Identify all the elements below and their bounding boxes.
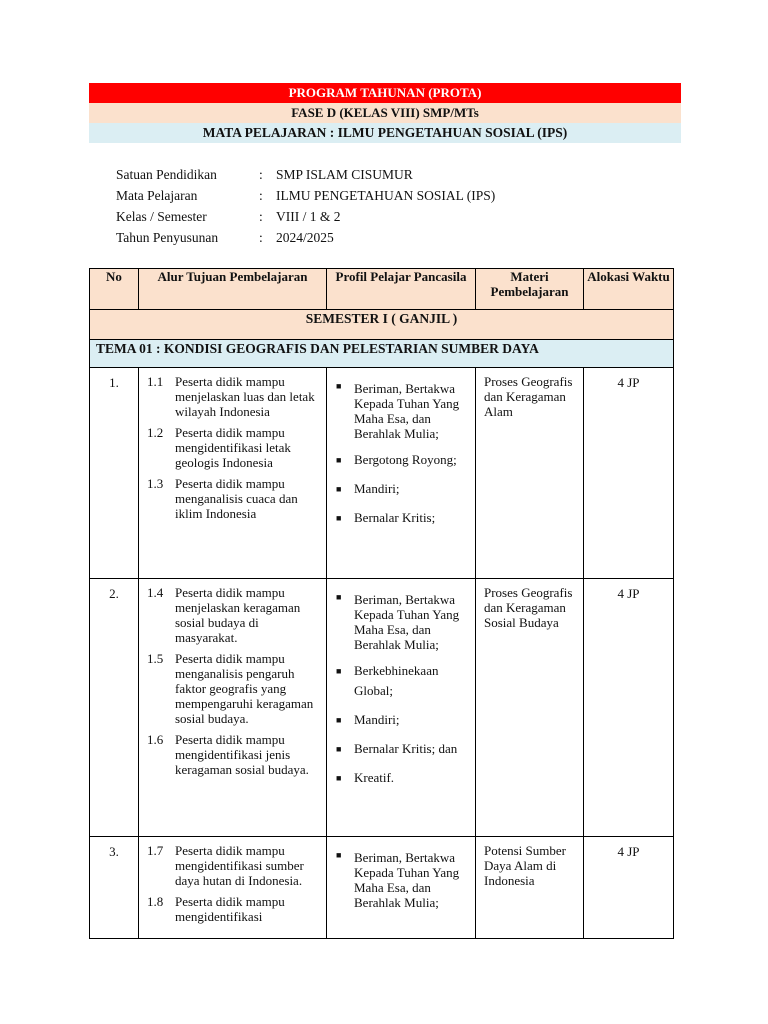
bullet-icon: ■ <box>336 455 342 465</box>
profil-text: Beriman, Bertakwa Kepada Tuhan Yang Maha Esa, dan Berahlak Mulia; <box>354 850 460 910</box>
info-label: Satuan Pendidikan <box>116 167 217 182</box>
materi-cell: Proses Geografis dan Keragaman Sosial Budaya <box>476 579 584 837</box>
objective-item <box>147 585 322 645</box>
info-value: SMP ISLAM CISUMUR <box>276 167 413 182</box>
profil-item <box>336 479 471 499</box>
objective-item <box>147 425 322 470</box>
objective-item <box>147 374 322 419</box>
objective-text: Peserta didik mampu mengidentifikasi <box>175 894 285 924</box>
header-profil: Profil Pelajar Pancasila <box>327 269 476 310</box>
bullet-icon: ■ <box>336 666 342 676</box>
profil-text: Beriman, Bertakwa Kepada Tuhan Yang Maha Esa, dan Berahlak Mulia; <box>354 592 460 652</box>
objective-text: Peserta didik mampu mengidentifikasi letak geologis Indonesia <box>175 425 291 470</box>
table-row <box>90 368 674 579</box>
objective-item <box>147 894 322 924</box>
row-number: 1. <box>90 368 139 579</box>
objective-number: 1.8 <box>147 894 164 909</box>
info-value: VIII / 1 & 2 <box>276 209 341 224</box>
table-row <box>90 579 674 837</box>
profil-cell <box>327 368 476 579</box>
profil-item <box>336 376 471 441</box>
alokasi-cell: 4 JP <box>584 368 674 579</box>
objective-text: Peserta didik mampu mengidentifikasi sumber daya hutan di Indonesia. <box>175 843 304 888</box>
objective-item <box>147 651 322 726</box>
bullet-icon: ■ <box>336 513 342 523</box>
profil-item <box>336 768 471 788</box>
profil-text: Bergotong Royong; <box>354 452 457 467</box>
objective-number: 1.7 <box>147 843 164 858</box>
objective-text: Peserta didik mampu menganalisis cuaca dan iklim Indonesia <box>175 476 298 521</box>
info-value: ILMU PENGETAHUAN SOSIAL (IPS) <box>276 188 496 203</box>
materi-cell: Proses Geografis dan Keragaman Alam <box>476 368 584 579</box>
row-number: 3. <box>90 837 139 939</box>
semester-row <box>90 310 674 340</box>
bullet-icon: ■ <box>336 592 342 602</box>
subject-title: MATA PELAJARAN : ILMU PENGETAHUAN SOSIAL (IPS) <box>89 123 681 143</box>
prota-table <box>89 268 674 939</box>
bullet-icon: ■ <box>336 744 342 754</box>
profil-item <box>336 845 471 910</box>
table-header-row <box>90 269 674 310</box>
info-colon: : <box>259 167 263 182</box>
alokasi-cell: 4 JP <box>584 837 674 939</box>
info-value: 2024/2025 <box>276 230 334 245</box>
info-label: Kelas / Semester <box>116 209 207 224</box>
profil-text: Kreatif. <box>354 770 395 785</box>
tema-label: TEMA 01 : KONDISI GEOGRAFIS DAN PELESTARIAN SUMBER DAYA <box>90 340 674 368</box>
info-row <box>116 206 495 227</box>
bullet-icon: ■ <box>336 484 342 494</box>
objective-item <box>147 476 322 521</box>
objective-text: Peserta didik mampu menjelaskan keragaman sosial budaya di masyarakat. <box>175 585 301 645</box>
bullet-icon: ■ <box>336 715 342 725</box>
header-materi: Materi Pembelajaran <box>476 269 584 310</box>
objective-text: Peserta didik mampu mengidentifikasi jenis keragaman sosial budaya. <box>175 732 309 777</box>
objectives-cell <box>139 837 327 939</box>
profil-text: Mandiri; <box>354 481 400 496</box>
objective-text: Peserta didik mampu menganalisis pengaruh faktor geografis yang mempengaruhi keragaman sosial budaya. <box>175 651 314 726</box>
objectives-cell <box>139 579 327 837</box>
info-block <box>116 164 495 248</box>
profil-item <box>336 739 471 759</box>
bullet-icon: ■ <box>336 773 342 783</box>
objective-text: Peserta didik mampu menjelaskan luas dan letak wilayah Indonesia <box>175 374 315 419</box>
info-colon: : <box>259 188 263 203</box>
profil-item <box>336 508 471 528</box>
bullet-icon: ■ <box>336 381 342 391</box>
info-colon: : <box>259 209 263 224</box>
info-colon: : <box>259 230 263 245</box>
profil-item <box>336 450 471 470</box>
objective-number: 1.1 <box>147 374 164 389</box>
profil-cell <box>327 837 476 939</box>
document-title: PROGRAM TAHUNAN (PROTA) <box>89 83 681 103</box>
profil-text: Bernalar Kritis; <box>354 510 436 525</box>
objective-item <box>147 843 322 888</box>
tema-row <box>90 340 674 368</box>
objectives-cell <box>139 368 327 579</box>
info-label: Mata Pelajaran <box>116 188 198 203</box>
objective-number: 1.2 <box>147 425 164 440</box>
header-no: No <box>90 269 139 310</box>
table-row <box>90 837 674 939</box>
objective-item <box>147 732 322 777</box>
profil-item <box>336 661 471 701</box>
header-atp: Alur Tujuan Pembelajaran <box>139 269 327 310</box>
bullet-icon: ■ <box>336 850 342 860</box>
profil-item <box>336 587 471 652</box>
profil-text: Bernalar Kritis; dan <box>354 741 458 756</box>
materi-cell: Potensi Sumber Daya Alam di Indonesia <box>476 837 584 939</box>
semester-label: SEMESTER I ( GANJIL ) <box>90 310 674 340</box>
row-number: 2. <box>90 579 139 837</box>
info-row <box>116 227 495 248</box>
profil-item <box>336 710 471 730</box>
profil-cell <box>327 579 476 837</box>
info-label: Tahun Penyusunan <box>116 230 219 245</box>
profil-text: Mandiri; <box>354 712 400 727</box>
info-row <box>116 164 495 185</box>
objective-number: 1.4 <box>147 585 164 600</box>
header-alokasi: Alokasi Waktu <box>584 269 674 310</box>
objective-number: 1.5 <box>147 651 164 666</box>
info-row <box>116 185 495 206</box>
objective-number: 1.3 <box>147 476 164 491</box>
profil-text: Berkebhinekaan Global; <box>354 663 439 698</box>
objective-number: 1.6 <box>147 732 164 747</box>
profil-text: Beriman, Bertakwa Kepada Tuhan Yang Maha Esa, dan Berahlak Mulia; <box>354 381 460 441</box>
alokasi-cell: 4 JP <box>584 579 674 837</box>
objectives-clip <box>147 843 322 930</box>
phase-title: FASE D (KELAS VIII) SMP/MTs <box>89 103 681 123</box>
